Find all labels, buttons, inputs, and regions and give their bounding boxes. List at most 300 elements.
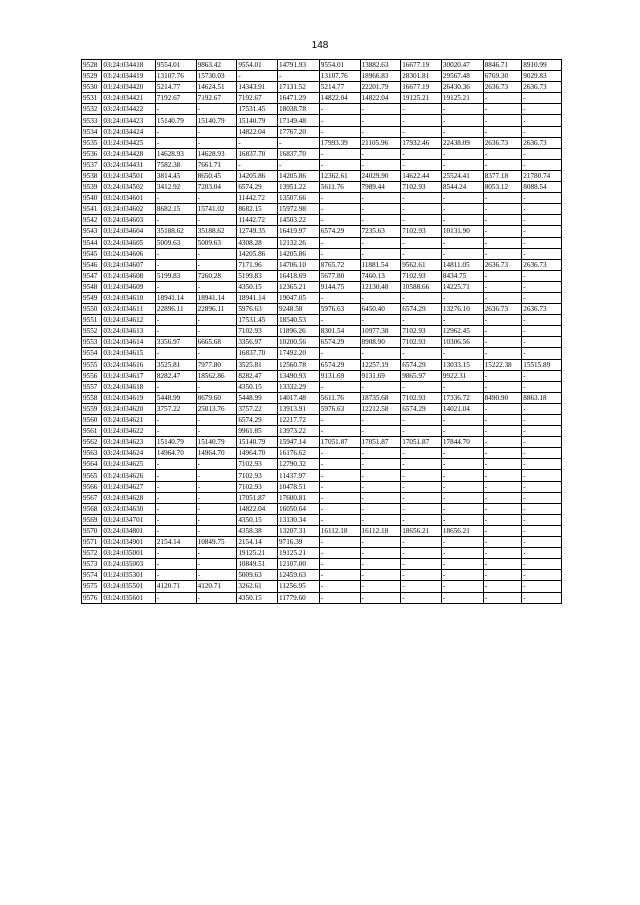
value-cell: -	[483, 537, 522, 548]
value-cell: 2636.73	[483, 259, 522, 270]
value-cell: 5214.77	[319, 82, 360, 93]
value-cell: -	[155, 137, 196, 148]
value-cell: -	[155, 381, 196, 392]
value-cell: 7102.93	[237, 481, 278, 492]
value-cell: 7203.04	[196, 182, 237, 193]
value-cell: 24029.90	[360, 170, 401, 181]
value-cell: -	[401, 204, 442, 215]
value-cell: -	[319, 148, 360, 159]
table-row	[82, 470, 562, 481]
value-cell: 14791.93	[278, 60, 320, 71]
value-cell: -	[155, 481, 196, 492]
value-cell: 13882.63	[360, 60, 401, 71]
value-cell: 9131.69	[319, 370, 360, 381]
value-cell: 14811.05	[441, 259, 483, 270]
value-cell: -	[483, 381, 522, 392]
value-cell: -	[441, 126, 483, 137]
value-cell: 5199.83	[155, 270, 196, 281]
value-cell: -	[319, 581, 360, 592]
value-cell: 6574.29	[319, 337, 360, 348]
value-cell: 8650.45	[196, 170, 237, 181]
value-cell: -	[483, 459, 522, 470]
code-cell: 03:24:035001	[102, 548, 156, 559]
table-row	[82, 71, 562, 82]
value-cell: -	[360, 204, 401, 215]
value-cell: -	[483, 348, 522, 359]
value-cell: -	[360, 514, 401, 525]
value-cell: 10849.51	[237, 559, 278, 570]
value-cell: -	[522, 337, 562, 348]
value-cell: 19047.05	[278, 292, 320, 303]
value-cell: 4350.15	[237, 381, 278, 392]
value-cell: -	[483, 503, 522, 514]
value-cell: 6574.29	[319, 359, 360, 370]
code-cell: 03:24:034624	[102, 448, 156, 459]
value-cell: -	[319, 159, 360, 170]
value-cell: 14205.86	[237, 170, 278, 181]
value-cell: -	[401, 514, 442, 525]
value-cell: -	[483, 337, 522, 348]
value-cell: -	[155, 514, 196, 525]
value-cell: -	[155, 426, 196, 437]
value-cell: 35188.62	[155, 226, 196, 237]
value-cell: 7582.38	[155, 159, 196, 170]
value-cell: 6574.29	[237, 182, 278, 193]
code-cell: 03:24:034614	[102, 337, 156, 348]
value-cell: -	[483, 226, 522, 237]
value-cell: 13130.34	[278, 514, 320, 525]
value-cell: -	[319, 292, 360, 303]
value-cell: 3356.97	[155, 337, 196, 348]
value-cell: -	[319, 126, 360, 137]
table-row	[82, 381, 562, 392]
value-cell: 7102.93	[401, 392, 442, 403]
value-cell: -	[522, 315, 562, 326]
value-cell: -	[155, 492, 196, 503]
value-cell: 7102.93	[237, 459, 278, 470]
value-cell: 5976.63	[319, 304, 360, 315]
value-cell: 8301.54	[319, 326, 360, 337]
value-cell: -	[401, 193, 442, 204]
code-cell: 03:24:035501	[102, 581, 156, 592]
value-cell: 9863.42	[196, 60, 237, 71]
value-cell: -	[319, 537, 360, 548]
value-cell: 4350.15	[237, 592, 278, 603]
code-cell: 03:24:034603	[102, 215, 156, 226]
value-cell: -	[522, 193, 562, 204]
row-index-cell: 9541	[82, 204, 102, 215]
value-cell: -	[196, 248, 237, 259]
value-cell: 17531.45	[237, 104, 278, 115]
value-cell: 11442.72	[237, 193, 278, 204]
table-row	[82, 304, 562, 315]
value-cell: -	[319, 215, 360, 226]
value-cell: -	[401, 126, 442, 137]
value-cell: -	[155, 470, 196, 481]
value-cell: 4358.38	[237, 525, 278, 536]
value-cell: -	[483, 315, 522, 326]
value-cell: 3757.22	[237, 403, 278, 414]
row-index-cell: 9556	[82, 370, 102, 381]
row-index-cell: 9546	[82, 259, 102, 270]
code-cell: 03:24:034501	[102, 170, 156, 181]
value-cell: 11256.95	[278, 581, 320, 592]
table-row	[82, 93, 562, 104]
value-cell: -	[360, 559, 401, 570]
table-row	[82, 392, 562, 403]
value-cell: -	[401, 592, 442, 603]
value-cell: -	[441, 148, 483, 159]
value-cell: 16837.70	[237, 148, 278, 159]
value-cell: -	[401, 503, 442, 514]
value-cell: 13107.76	[319, 71, 360, 82]
value-cell: -	[319, 104, 360, 115]
value-cell: -	[441, 581, 483, 592]
table-row	[82, 537, 562, 548]
value-cell: -	[441, 115, 483, 126]
value-cell: 11442.72	[237, 215, 278, 226]
value-cell: -	[319, 315, 360, 326]
value-cell: -	[196, 326, 237, 337]
value-cell: -	[441, 448, 483, 459]
value-cell: -	[401, 492, 442, 503]
code-cell: 03:24:034627	[102, 481, 156, 492]
table-row	[82, 426, 562, 437]
value-cell: 7661.71	[196, 159, 237, 170]
value-cell: 14964.70	[237, 448, 278, 459]
value-cell: 25013.76	[196, 403, 237, 414]
code-cell: 03:24:034701	[102, 514, 156, 525]
value-cell: -	[401, 581, 442, 592]
value-cell: -	[483, 448, 522, 459]
value-cell: -	[522, 581, 562, 592]
value-cell: 7989.44	[360, 182, 401, 193]
table-row	[82, 226, 562, 237]
value-cell: -	[360, 548, 401, 559]
value-cell: 10849.75	[196, 537, 237, 548]
row-index-cell: 9531	[82, 93, 102, 104]
value-cell: -	[441, 592, 483, 603]
value-cell: 3356.97	[237, 337, 278, 348]
value-cell: -	[522, 237, 562, 248]
value-cell: 30020.47	[441, 60, 483, 71]
value-cell: -	[483, 215, 522, 226]
code-cell: 03:24:035003	[102, 559, 156, 570]
row-index-cell: 9549	[82, 292, 102, 303]
value-cell: 14822.04	[319, 93, 360, 104]
row-index-cell: 9536	[82, 148, 102, 159]
value-cell: 12257.19	[360, 359, 401, 370]
value-cell: -	[401, 481, 442, 492]
value-cell: 9144.75	[319, 281, 360, 292]
value-cell: 3757.22	[155, 403, 196, 414]
value-cell: 3412.92	[155, 182, 196, 193]
value-cell: -	[155, 248, 196, 259]
value-cell: -	[483, 193, 522, 204]
code-cell: 03:24:034428	[102, 148, 156, 159]
value-cell: -	[522, 459, 562, 470]
value-cell: 14622.44	[401, 170, 442, 181]
value-cell: 3525.81	[237, 359, 278, 370]
value-cell: 8544.24	[441, 182, 483, 193]
value-cell: -	[483, 559, 522, 570]
value-cell: -	[319, 204, 360, 215]
value-cell: -	[483, 592, 522, 603]
value-cell: -	[360, 459, 401, 470]
value-cell: -	[319, 503, 360, 514]
table-row	[82, 437, 562, 448]
value-cell: 16837.70	[278, 148, 320, 159]
row-index-cell: 9562	[82, 437, 102, 448]
row-index-cell: 9553	[82, 337, 102, 348]
code-cell: 03:24:034421	[102, 93, 156, 104]
value-cell: 2636.73	[522, 259, 562, 270]
code-cell: 03:24:034424	[102, 126, 156, 137]
value-cell: -	[401, 237, 442, 248]
table-row	[82, 137, 562, 148]
code-cell: 03:24:034619	[102, 392, 156, 403]
value-cell: 15140.79	[155, 437, 196, 448]
value-cell: 15140.79	[196, 115, 237, 126]
value-cell: -	[196, 104, 237, 115]
value-cell: -	[196, 381, 237, 392]
value-cell: -	[196, 426, 237, 437]
value-cell: 15222.38	[483, 359, 522, 370]
value-cell: -	[360, 470, 401, 481]
value-cell: -	[319, 570, 360, 581]
code-cell: 03:24:034617	[102, 370, 156, 381]
value-cell: -	[483, 514, 522, 525]
value-cell: -	[196, 259, 237, 270]
code-cell: 03:24:034607	[102, 259, 156, 270]
code-cell: 03:24:034425	[102, 137, 156, 148]
value-cell: 7192.67	[155, 93, 196, 104]
value-cell: 5009.63	[196, 237, 237, 248]
value-cell: 14822.04	[237, 503, 278, 514]
value-cell: -	[360, 248, 401, 259]
value-cell: -	[522, 426, 562, 437]
value-cell: 6665.68	[196, 337, 237, 348]
value-cell: 14343.91	[237, 82, 278, 93]
table-row	[82, 459, 562, 470]
value-cell: 9562.61	[401, 259, 442, 270]
value-cell: -	[522, 115, 562, 126]
value-cell: -	[401, 159, 442, 170]
value-cell: 18941.14	[196, 292, 237, 303]
table-row	[82, 570, 562, 581]
value-cell: 2636.73	[483, 304, 522, 315]
table-row	[82, 248, 562, 259]
value-cell: 5976.63	[319, 403, 360, 414]
value-cell: -	[483, 204, 522, 215]
code-cell: 03:24:034601	[102, 193, 156, 204]
value-cell: -	[522, 448, 562, 459]
value-cell: 4120.71	[196, 581, 237, 592]
value-cell: 5199.83	[237, 270, 278, 281]
value-cell: -	[319, 248, 360, 259]
row-index-cell: 9550	[82, 304, 102, 315]
value-cell: -	[155, 315, 196, 326]
value-cell: -	[278, 137, 320, 148]
value-cell: 13951.22	[278, 182, 320, 193]
value-cell: -	[522, 503, 562, 514]
value-cell: -	[319, 415, 360, 426]
value-cell: 7102.93	[237, 326, 278, 337]
value-cell: -	[319, 548, 360, 559]
data-table	[81, 59, 562, 604]
table-row	[82, 548, 562, 559]
value-cell: 8377.18	[483, 170, 522, 181]
value-cell: 35188.62	[196, 226, 237, 237]
value-cell: 7171.96	[237, 259, 278, 270]
value-cell: -	[441, 415, 483, 426]
value-cell: 18540.53	[278, 315, 320, 326]
value-cell: -	[319, 193, 360, 204]
value-cell: 15140.79	[196, 437, 237, 448]
row-index-cell: 9538	[82, 170, 102, 181]
value-cell: 9554.01	[319, 60, 360, 71]
value-cell: 25524.41	[441, 170, 483, 181]
row-index-cell: 9533	[82, 115, 102, 126]
value-cell: -	[441, 570, 483, 581]
value-cell: 17932.46	[401, 137, 442, 148]
value-cell: -	[319, 448, 360, 459]
value-cell: -	[483, 481, 522, 492]
value-cell: -	[483, 159, 522, 170]
value-cell: 11881.54	[360, 259, 401, 270]
value-cell: -	[278, 159, 320, 170]
value-cell: 6574.29	[401, 304, 442, 315]
value-cell: 18038.78	[278, 104, 320, 115]
row-index-cell: 9563	[82, 448, 102, 459]
value-cell: 17051.87	[360, 437, 401, 448]
value-cell: -	[196, 281, 237, 292]
value-cell: 17051.87	[237, 492, 278, 503]
table-row	[82, 359, 562, 370]
value-cell: -	[483, 115, 522, 126]
value-cell: -	[360, 115, 401, 126]
value-cell: 7102.93	[401, 326, 442, 337]
value-cell: -	[360, 415, 401, 426]
value-cell: -	[441, 548, 483, 559]
value-cell: 2154.14	[237, 537, 278, 548]
value-cell: -	[319, 559, 360, 570]
value-cell: -	[319, 115, 360, 126]
value-cell: -	[522, 159, 562, 170]
row-index-cell: 9552	[82, 326, 102, 337]
value-cell: -	[155, 592, 196, 603]
code-cell: 03:24:034620	[102, 403, 156, 414]
row-index-cell: 9575	[82, 581, 102, 592]
value-cell: -	[483, 148, 522, 159]
row-index-cell: 9532	[82, 104, 102, 115]
value-cell: 12790.32	[278, 459, 320, 470]
value-cell: 8910.99	[522, 60, 562, 71]
value-cell: 11779.60	[278, 592, 320, 603]
value-cell: 10588.66	[401, 281, 442, 292]
code-cell: 03:24:034604	[102, 226, 156, 237]
value-cell: 17336.72	[441, 392, 483, 403]
value-cell: 19125.21	[441, 93, 483, 104]
value-cell: -	[360, 503, 401, 514]
value-cell: 5214.77	[155, 82, 196, 93]
value-cell: 5448.99	[155, 392, 196, 403]
value-cell: 17531.45	[237, 315, 278, 326]
value-cell: 13276.10	[441, 304, 483, 315]
value-cell: -	[319, 348, 360, 359]
table-row	[82, 148, 562, 159]
row-index-cell: 9567	[82, 492, 102, 503]
value-cell: -	[401, 548, 442, 559]
value-cell: 14628.93	[155, 148, 196, 159]
value-cell: -	[237, 71, 278, 82]
table-row	[82, 514, 562, 525]
value-cell: 7102.93	[401, 337, 442, 348]
value-cell: 8863.18	[522, 392, 562, 403]
value-cell: 8282.47	[237, 370, 278, 381]
value-cell: 16418.69	[278, 270, 320, 281]
value-cell: -	[522, 126, 562, 137]
value-cell: 7977.80	[196, 359, 237, 370]
value-cell: -	[360, 492, 401, 503]
row-index-cell: 9543	[82, 226, 102, 237]
value-cell: -	[522, 514, 562, 525]
row-index-cell: 9570	[82, 525, 102, 536]
row-index-cell: 9528	[82, 60, 102, 71]
value-cell: -	[522, 292, 562, 303]
value-cell: -	[522, 281, 562, 292]
value-cell: 6574.29	[319, 226, 360, 237]
value-cell: -	[360, 215, 401, 226]
value-cell: -	[155, 104, 196, 115]
value-cell: 22201.79	[360, 82, 401, 93]
value-cell: -	[319, 514, 360, 525]
value-cell: 14706.10	[278, 259, 320, 270]
value-cell: 8908.90	[360, 337, 401, 348]
value-cell: 5976.63	[237, 304, 278, 315]
table-row	[82, 292, 562, 303]
value-cell: -	[196, 570, 237, 581]
table-row	[82, 259, 562, 270]
value-cell: 3262.61	[237, 581, 278, 592]
value-cell: 6574.29	[401, 359, 442, 370]
value-cell: -	[441, 204, 483, 215]
table-row	[82, 403, 562, 414]
value-cell: 2636.73	[522, 82, 562, 93]
value-cell: 7102.93	[401, 226, 442, 237]
table-row	[82, 104, 562, 115]
value-cell: -	[401, 459, 442, 470]
table-row	[82, 370, 562, 381]
table-row	[82, 115, 562, 126]
value-cell: 14964.70	[155, 448, 196, 459]
table-row	[82, 337, 562, 348]
value-cell: -	[441, 503, 483, 514]
value-cell: -	[483, 248, 522, 259]
value-cell: 15140.79	[155, 115, 196, 126]
value-cell: -	[441, 426, 483, 437]
row-index-cell: 9572	[82, 548, 102, 559]
value-cell: 8434.75	[441, 270, 483, 281]
value-cell: 5448.99	[237, 392, 278, 403]
value-cell: 7460.13	[360, 270, 401, 281]
value-cell: -	[401, 292, 442, 303]
value-cell: -	[441, 104, 483, 115]
value-cell: 14225.71	[441, 281, 483, 292]
code-cell: 03:24:034621	[102, 415, 156, 426]
table-row	[82, 581, 562, 592]
table-row	[82, 182, 562, 193]
